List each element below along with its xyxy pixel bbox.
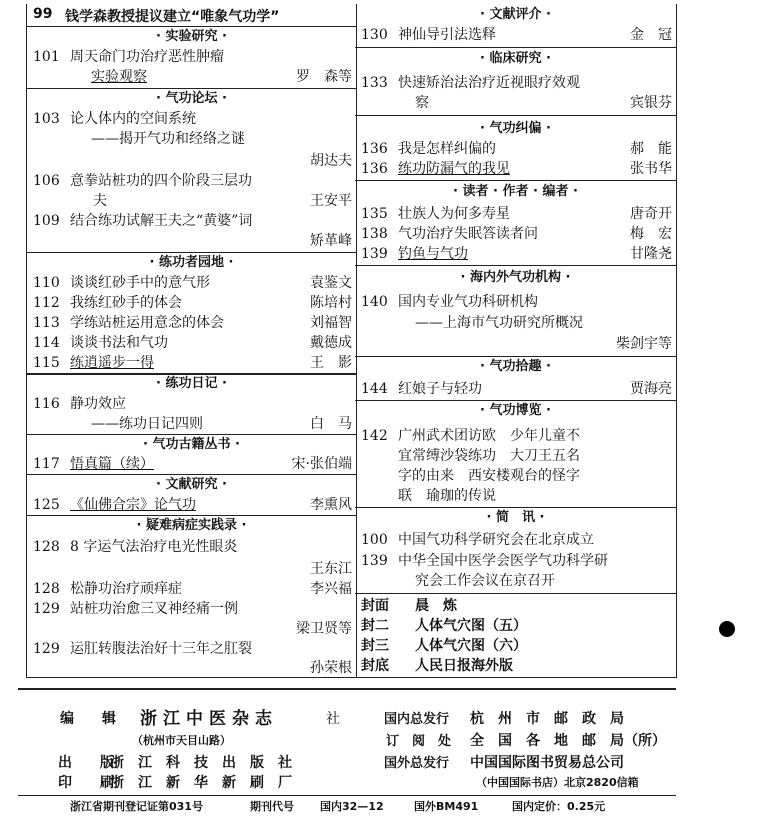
foreign-distribution-label: 国外总发行	[384, 756, 450, 771]
entry-author: 矫革峰	[310, 233, 352, 249]
toc-entry[interactable]	[361, 531, 672, 549]
entry-author: 王东江	[310, 561, 352, 577]
section-title: · 实验研究 ·	[156, 29, 227, 44]
toc-entry[interactable]	[361, 74, 672, 92]
entry-title: 广州武术团访欧 少年儿童不	[398, 428, 580, 444]
entry-author: 柴剑宇等	[616, 336, 672, 352]
section-title: · 疑难病症实践录 ·	[136, 518, 247, 533]
page-number: 117	[33, 456, 60, 472]
toc-entry[interactable]	[33, 580, 352, 598]
entry-title-continuation: 察	[415, 95, 429, 111]
foreign-distribution: 中国国际图书贸易总公司	[470, 755, 624, 771]
toc-right-column	[355, 4, 677, 678]
toc-entry[interactable]	[33, 172, 352, 190]
printer-name: 浙 江 新 华 新 刷 厂	[110, 775, 292, 791]
page-number: 129	[33, 601, 60, 617]
entry-title: 中国气功科学研究会在北京成立	[398, 532, 594, 548]
section-divider	[27, 515, 356, 516]
toc-left-column	[26, 4, 357, 678]
section-title: · 简 讯 ·	[486, 510, 545, 525]
toc-entry[interactable]	[33, 314, 352, 332]
page-number: 144	[361, 381, 388, 397]
page-number: 140	[361, 294, 388, 310]
section-divider	[355, 507, 676, 508]
entry-author: 李熏风	[310, 497, 352, 513]
entry-author: 罗 森等	[296, 69, 352, 85]
entry-title: 悟真篇（续）	[70, 456, 154, 472]
entry-title: 谈谈红砂手中的意气形	[70, 275, 210, 291]
toc-entry[interactable]	[361, 293, 672, 311]
section-title: · 海内外气功机构 ·	[460, 270, 571, 285]
entry-author: 李兴福	[310, 581, 352, 597]
cover-label: 封二	[361, 618, 389, 634]
section-divider	[355, 47, 676, 48]
entry-title-continuation: ——练功日记四则	[91, 416, 203, 432]
entry-author: 金 冠	[630, 27, 672, 43]
entry-title: 我是怎样纠偏的	[398, 141, 496, 157]
page-number: 129	[33, 641, 60, 657]
section-title: · 气功古籍丛书 ·	[143, 437, 240, 452]
entry-title: 中华全国中医学会医学气功科学研	[398, 553, 608, 569]
cover-text: 晨 炼	[415, 598, 457, 614]
section-title: · 文献研究 ·	[156, 477, 227, 492]
entry-title: 练功防漏气的我见	[398, 161, 510, 177]
price: 国内定价：0.25元	[512, 800, 606, 813]
entry-title: 8 字运气法治疗电光性眼炎	[70, 539, 238, 555]
entry-author: 宋·张伯端	[291, 456, 352, 472]
entry-title-continuation: 宜常缚沙袋练功 大刀王五名	[398, 448, 580, 464]
entry-title: 论人体内的空间系统	[70, 111, 196, 127]
page-number: 109	[33, 213, 60, 229]
entry-author: 陈培村	[310, 295, 352, 311]
page-number: 142	[361, 428, 388, 444]
foreign-code: 国外BM491	[414, 800, 479, 813]
foreign-distribution-address: （中国国际书店）北京2820信箱	[476, 776, 639, 789]
page-number: 130	[361, 27, 388, 43]
lead-article	[27, 4, 356, 27]
toc-entry[interactable]	[33, 48, 352, 66]
section-divider	[355, 400, 676, 401]
section-divider	[355, 180, 676, 181]
entry-title-continuation: 夫	[93, 193, 107, 209]
page-number: 101	[33, 49, 60, 65]
registration-number: 浙江省期刊登记证第031号	[70, 800, 203, 813]
entry-title: 谈谈书法和气功	[70, 335, 168, 351]
entry-author: 贾海亮	[630, 381, 672, 397]
toc-entry[interactable]	[33, 354, 352, 372]
toc-entry[interactable]	[33, 334, 352, 352]
entry-title: 快速矫治法治疗近视眼疗效观	[398, 75, 580, 91]
entry-title-continuation: 联 瑜珈的传说	[398, 488, 496, 504]
page-number: 136	[361, 161, 388, 177]
domestic-code: 国内32—12	[320, 800, 384, 813]
ink-blot	[719, 621, 735, 637]
section-title: · 读者 · 作者 · 编者 ·	[453, 184, 578, 199]
section-title: · 气功论坛 ·	[156, 91, 227, 106]
toc-entry[interactable]	[361, 380, 672, 398]
editor-address: （杭州市天目山路）	[132, 734, 231, 747]
entry-title-continuation: ——揭开气功和经络之谜	[91, 131, 245, 147]
entry-author: 刘福智	[310, 315, 352, 331]
section-divider	[27, 252, 356, 253]
entry-title: 钓鱼与气功	[398, 246, 468, 262]
toc-entry[interactable]	[33, 294, 352, 312]
entry-author: 戴德成	[310, 335, 352, 351]
toc-entry[interactable]	[33, 110, 352, 128]
section-divider	[355, 115, 676, 116]
domestic-distribution-label: 国内总发行	[384, 712, 450, 727]
entry-title: 我练红砂手的体会	[70, 295, 182, 311]
entry-author: 郝 能	[630, 141, 672, 157]
editor-name-calligraphy: 浙江中医杂志	[140, 709, 278, 729]
page-number: 139	[361, 553, 388, 569]
cover-label: 封面	[361, 598, 389, 614]
page-number: 128	[33, 581, 60, 597]
entry-title-continuation: 字的由来 西安楼观台的怪字	[398, 468, 580, 484]
section-divider	[27, 434, 356, 435]
cover-text: 人体气穴图（五）	[415, 618, 527, 634]
publisher-name: 浙 江 科 技 出 版 社	[110, 755, 292, 771]
entry-title: 静功效应	[70, 396, 126, 412]
section-title: · 练功者园地 ·	[149, 255, 234, 270]
entry-title: 气功治疗失眠答读者问	[398, 226, 538, 242]
section-title: · 气功拾趣 ·	[480, 359, 551, 374]
subscription: 全 国 各 地 邮 局（所）	[470, 733, 666, 749]
toc-entry[interactable]	[361, 225, 672, 243]
entry-title-continuation: 究会工作会议在京召开	[415, 573, 555, 589]
lead-article-title: 钱学森教授提议建立“唯象气功学”	[65, 9, 280, 25]
entry-author: 张书华	[630, 161, 672, 177]
toc-entry[interactable]	[33, 496, 352, 514]
toc-entry[interactable]	[361, 427, 672, 445]
page-number: 128	[33, 539, 60, 555]
periodical-code-label: 期刊代号	[250, 800, 294, 813]
section-title: · 气功纠偏 ·	[480, 121, 551, 136]
page-number: 103	[33, 111, 60, 127]
entry-author: 白 马	[310, 416, 352, 432]
footer-divider	[18, 688, 676, 690]
section-divider	[355, 356, 676, 357]
cover-label: 封三	[361, 638, 389, 654]
section-divider	[27, 88, 356, 89]
entry-author: 宾银芬	[630, 95, 672, 111]
domestic-distribution: 杭 州 市 邮 政 局	[470, 711, 624, 727]
cover-text: 人民日报海外版	[415, 658, 513, 674]
toc-entry[interactable]	[361, 140, 672, 158]
page-number: 133	[361, 75, 388, 91]
section-title: · 临床研究 ·	[480, 51, 551, 66]
page-number: 115	[33, 355, 60, 371]
page-number: 113	[33, 315, 60, 331]
printer-label: 印 刷	[58, 775, 114, 791]
page-number: 100	[361, 532, 388, 548]
toc-entry[interactable]	[33, 395, 352, 413]
toc-entry[interactable]	[33, 600, 352, 618]
entry-title: 学练站桩运用意念的体会	[70, 315, 224, 331]
page-number: 106	[33, 173, 60, 189]
entry-title: 周天命门功治疗恶性肿瘤	[70, 49, 224, 65]
toc-entry[interactable]	[33, 538, 352, 556]
entry-title: 神仙导引法选释	[398, 27, 496, 43]
entry-author: 甘隆尧	[630, 246, 672, 262]
section-divider	[355, 593, 676, 594]
cover-text: 人体气穴图（六）	[415, 638, 527, 654]
entry-author: 孙荣根	[310, 660, 352, 676]
page-number: 112	[33, 295, 60, 311]
toc-entry[interactable]	[361, 26, 672, 44]
entry-title: 红娘子与轻功	[398, 381, 482, 397]
entry-title-continuation: ——上海市气功研究所概况	[415, 315, 583, 331]
entry-title: 松静功治疗顽痒症	[70, 581, 182, 597]
entry-author: 王安平	[310, 193, 352, 209]
toc-entry[interactable]	[33, 212, 352, 230]
cover-label: 封底	[361, 658, 389, 674]
section-title: · 气功博览 ·	[480, 403, 551, 418]
entry-title: 国内专业气功科研机构	[398, 294, 538, 310]
publisher-label: 出 版	[58, 755, 114, 771]
entry-author: 王 影	[310, 355, 352, 371]
entry-title: 运肛转腹法治好十三年之肛裂	[70, 641, 252, 657]
toc-entry[interactable]	[361, 205, 672, 223]
page-number: 136	[361, 141, 388, 157]
section-title: · 练功日记 ·	[156, 376, 227, 391]
page-number: 135	[361, 206, 388, 222]
entry-author: 梁卫贤等	[296, 621, 352, 637]
page-number: 116	[33, 396, 60, 412]
page-number: 110	[33, 275, 60, 291]
page-number: 139	[361, 246, 388, 262]
toc-entry[interactable]	[33, 274, 352, 292]
subscription-label: 订 阅 处	[386, 734, 452, 749]
entry-title: 结合练功试解王夫之“黄婆”词	[70, 213, 253, 229]
entry-author: 唐奇开	[630, 206, 672, 222]
page-number: 125	[33, 497, 60, 513]
entry-title-continuation: 实验观察	[91, 69, 147, 85]
page-number: 114	[33, 335, 60, 351]
entry-author: 胡达夫	[310, 153, 352, 169]
footer-bottom-divider	[18, 795, 676, 796]
page-number: 138	[361, 226, 388, 242]
section-divider	[27, 474, 356, 475]
section-divider	[355, 265, 676, 266]
toc-entry[interactable]	[361, 160, 672, 178]
toc-entry[interactable]	[361, 552, 672, 570]
editor-label: 编 辑	[60, 711, 116, 727]
entry-title: 壮族人为何多寿星	[398, 206, 510, 222]
lead-article-number: 99	[33, 6, 53, 22]
entry-title: 《仙佛合宗》论气功	[70, 497, 196, 513]
section-title: · 文献评介 ·	[480, 7, 551, 22]
entry-author: 袁鉴文	[310, 275, 352, 291]
editor-suffix: 社	[326, 711, 340, 727]
toc-entry[interactable]	[33, 640, 352, 658]
entry-title: 站桩功治愈三叉神经痛一例	[70, 601, 238, 617]
entry-title: 意拳站桩功的四个阶段三层功	[70, 173, 252, 189]
toc-entry[interactable]	[361, 245, 672, 263]
entry-title: 练逍遥步一得	[70, 355, 154, 371]
entry-author: 梅 宏	[630, 226, 672, 242]
